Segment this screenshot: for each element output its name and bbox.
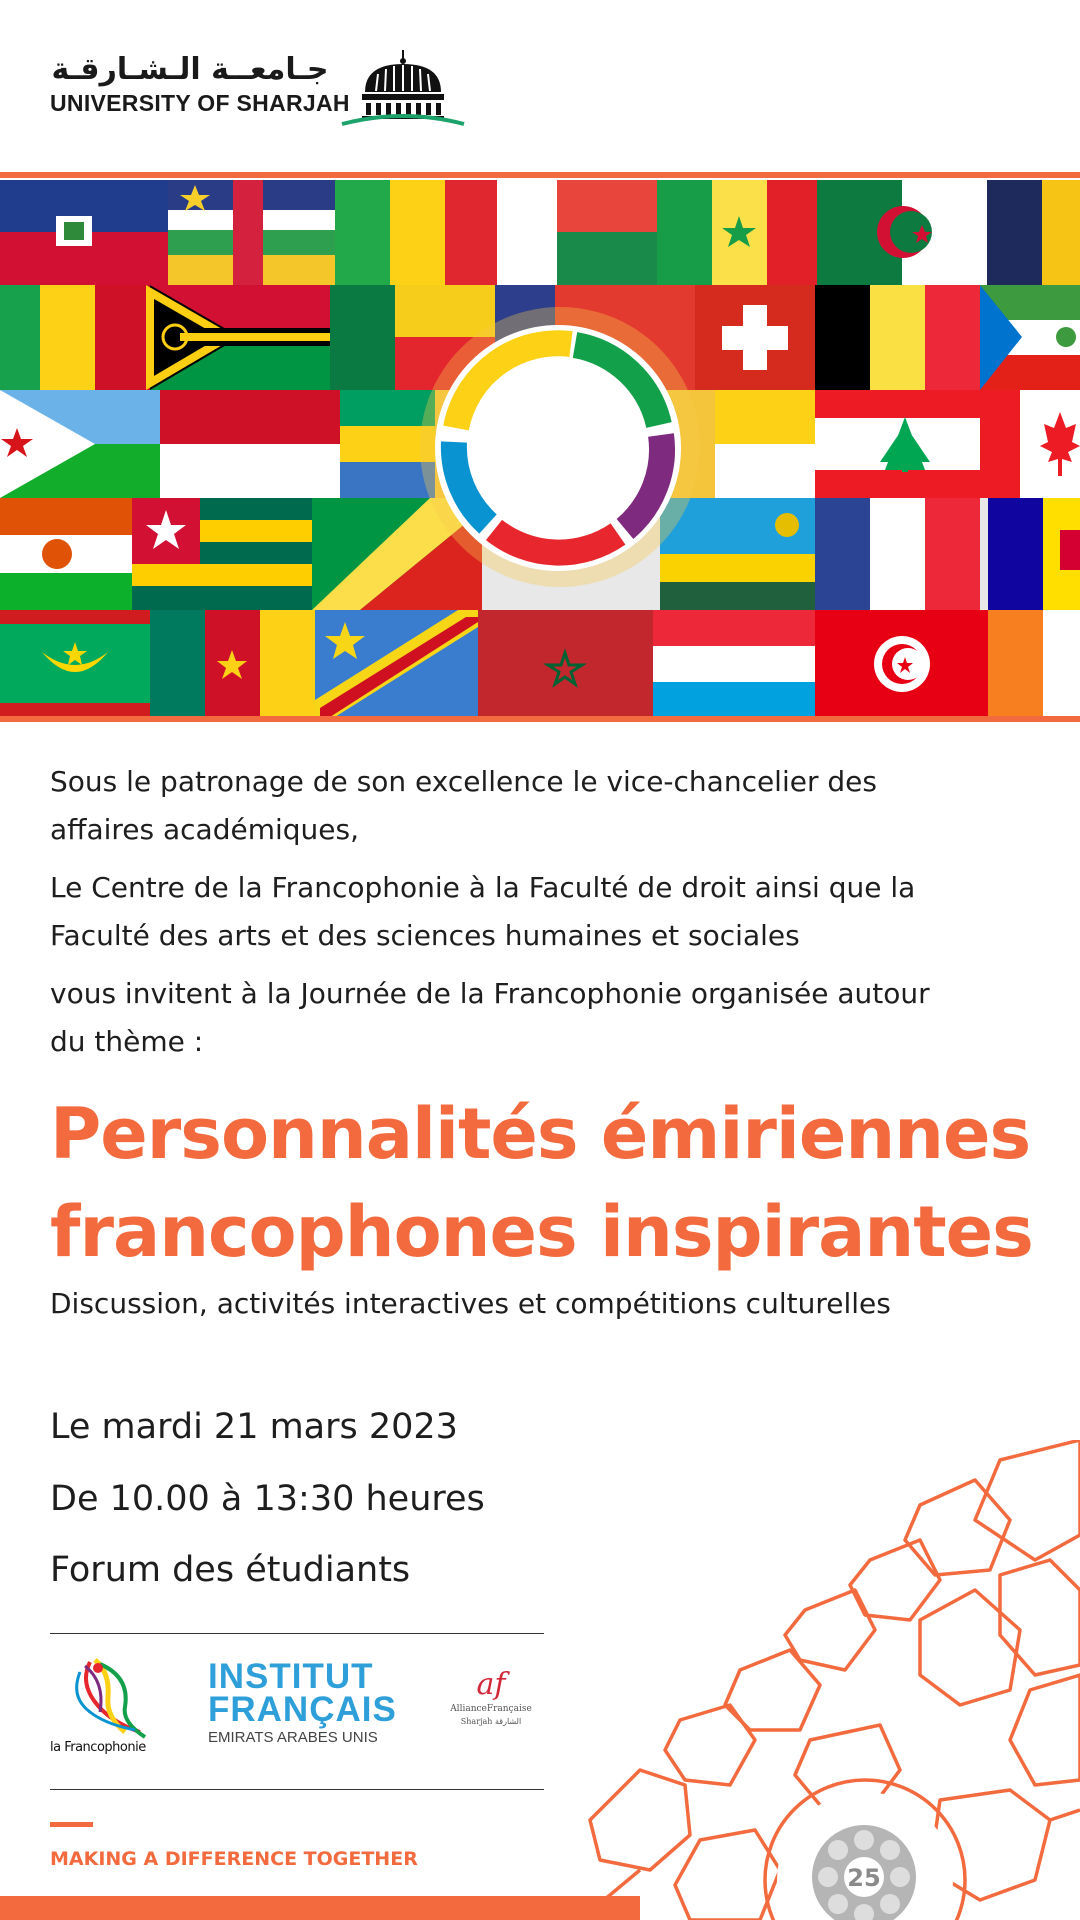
event-subtitle: Discussion, activités interactives et compétitions culturelles bbox=[50, 1287, 891, 1320]
alliance-mark: af bbox=[476, 1667, 506, 1702]
institut-francais-logo bbox=[208, 1657, 408, 1760]
intro-line: affaires académiques, bbox=[50, 813, 359, 846]
intro-line: vous invitent à la Journée de la Francophonie organisée autour bbox=[50, 977, 930, 1010]
divider-bottom bbox=[50, 1789, 544, 1790]
divider-top bbox=[50, 1633, 544, 1634]
intro-patronage bbox=[50, 758, 1010, 854]
intro-invitation bbox=[50, 970, 1010, 1066]
alliance-city: Sharjah الشارقة bbox=[460, 1717, 522, 1726]
flags-collage-image bbox=[0, 180, 1080, 717]
alliance-francaise-logo bbox=[446, 1668, 536, 1758]
institut-line1: INSTITUT bbox=[208, 1657, 374, 1696]
geometric-pattern bbox=[580, 1440, 1080, 1920]
intro-line: Sous le patronage de son excellence le vice-chancelier des bbox=[50, 765, 877, 798]
institut-line3: EMIRATS ARABES UNIS bbox=[208, 1729, 378, 1746]
banner-bottom-line bbox=[0, 716, 1080, 722]
header bbox=[0, 0, 1080, 172]
dome-icon bbox=[340, 48, 466, 130]
intro-organizers bbox=[50, 864, 1010, 960]
event-place: Forum des étudiants bbox=[50, 1550, 411, 1590]
event-date: Le mardi 21 mars 2023 bbox=[50, 1407, 458, 1447]
university-logo-arabic: جـامعــة الـشـارقـة bbox=[51, 52, 329, 87]
university-logo-english: UNIVERSITY OF SHARJAH bbox=[50, 90, 350, 116]
headline-line: Personnalités émiriennes bbox=[50, 1093, 1031, 1175]
event-theme-headline bbox=[50, 1085, 1050, 1281]
headline-line: francophones inspirantes bbox=[50, 1191, 1033, 1273]
tagline-accent-bar bbox=[50, 1822, 93, 1827]
flags-banner bbox=[0, 180, 1080, 717]
anniversary-25-icon bbox=[777, 1792, 953, 1920]
tagline: MAKING A DIFFERENCE TOGETHER bbox=[50, 1848, 418, 1870]
partner-logos bbox=[50, 1640, 544, 1780]
intro-line: Faculté des arts et des sciences humaines et sociales bbox=[50, 919, 800, 952]
intro-line: Le Centre de la Francophonie à la Faculté de droit ainsi que la bbox=[50, 871, 916, 904]
francophonie-logo bbox=[50, 1652, 160, 1762]
anniversary-number: 25 bbox=[847, 1864, 881, 1892]
institut-line2: FRANÇAIS bbox=[208, 1690, 397, 1729]
francophonie-label: la Francophonie bbox=[50, 1740, 146, 1755]
alliance-name: AllianceFrançaise bbox=[450, 1704, 532, 1714]
bottom-accent-bar bbox=[0, 1896, 640, 1920]
banner-top-line bbox=[0, 172, 1080, 178]
intro-line: du thème : bbox=[50, 1025, 204, 1058]
event-time: De 10.00 à 13:30 heures bbox=[50, 1479, 485, 1519]
francophonie-ring-icon bbox=[50, 1652, 160, 1742]
